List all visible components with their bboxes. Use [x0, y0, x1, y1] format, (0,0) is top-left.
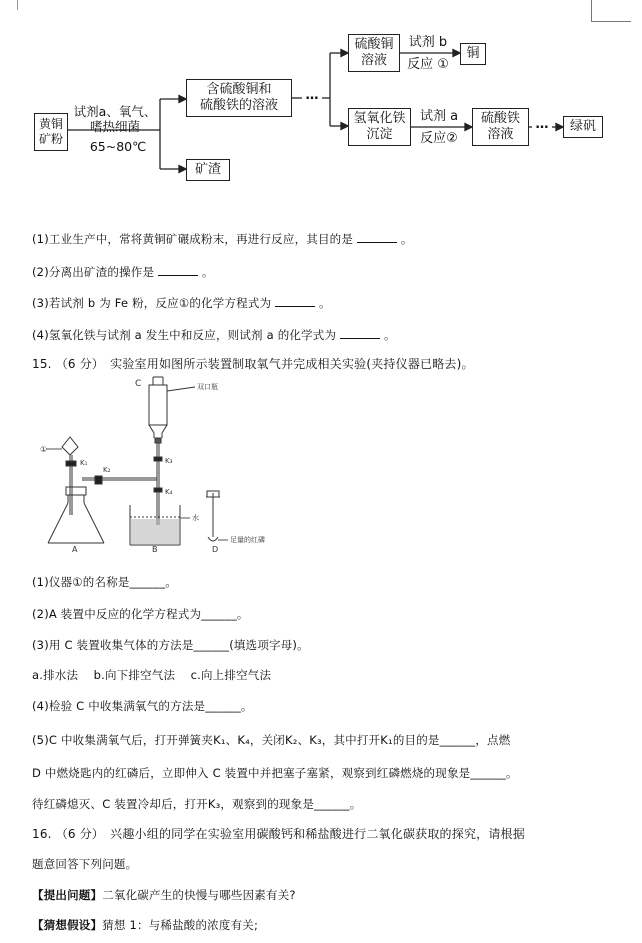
- box-solution: 含硫酸铜和 硫酸铁的溶液: [186, 79, 292, 117]
- label-k1: K₁: [80, 459, 88, 467]
- box-copper-sulfate: 硫酸铜 溶液: [348, 34, 400, 72]
- q15-apparatus-figure: [30, 375, 290, 560]
- label-apparatus-d: D: [212, 545, 219, 554]
- box-raw-material: 黄铜 矿粉: [34, 113, 68, 151]
- step1-reagent-label: 试剂a、氧气、 嗜热细菌: [73, 104, 157, 134]
- q16-heading: 16. （6 分） 兴趣小组的同学在实验室用碳酸钙和稀盐酸进行二氧化碳获取的探究，请根据: [32, 827, 525, 841]
- q15-sub-2: (2)A 装置中反应的化学方程式为______。: [32, 607, 249, 621]
- q15-sub-4: (4)检验 C 中收集满氧气的方法是______。: [32, 699, 253, 713]
- box-iron-sulfate: 硫酸铁 溶液: [472, 108, 529, 146]
- label-instrument-1: ①: [40, 445, 48, 454]
- q16-raise-question: 【提出问题】二氧化碳产生的快慢与哪些因素有关?: [32, 888, 296, 902]
- reaction-1-label: 反应 ①: [407, 57, 449, 72]
- q15-sub-3: (3)用 C 装置收集气体的方法是______(填选项字母)。: [32, 638, 309, 652]
- q14-item-2: (2)分离出矿渣的操作是 。: [32, 265, 214, 279]
- hypothesis-tag: 【猜想假设】: [32, 918, 103, 932]
- label-apparatus-a: A: [72, 545, 78, 554]
- reaction-2-label: 反应②: [420, 131, 458, 146]
- raise-question-tag: 【提出问题】: [32, 888, 103, 902]
- box-iron-hydroxide: 氢氧化铁 沉淀: [348, 108, 411, 146]
- q15-sub-3-options: a.排水法 b.向下排空气法 c.向上排空气法: [32, 668, 272, 682]
- q15-sub-5-line-3: 待红磷熄灭、C 装置冷却后，打开K₃，观察到的现象是______。: [32, 797, 362, 811]
- label-k2: K₂: [103, 466, 111, 474]
- q16-hypothesis: 【猜想假设】猜想 1：与稀盐酸的浓度有关;: [32, 918, 259, 932]
- label-k3: K₃: [165, 457, 173, 465]
- box-green-vitriol: 绿矾: [563, 116, 603, 138]
- q15-sub-1: (1)仪器①的名称是______。: [32, 575, 177, 589]
- ellipsis-1: …: [305, 88, 319, 103]
- label-apparatus-b: B: [152, 545, 158, 554]
- q14-item-1: (1)工业生产中，常将黄铜矿碾成粉末，再进行反应，其目的是 。: [32, 232, 413, 246]
- reagent-a-label: 试剂 a: [419, 109, 459, 124]
- label-k4: K₄: [165, 488, 173, 496]
- box-slag: 矿渣: [186, 159, 230, 181]
- q15-sub-5-line-2: D 中燃烧匙内的红磷后，立即伸入 C 装置中并把塞子塞紧，观察到红磷燃烧的现象是______。: [32, 766, 518, 780]
- q16-stem-line-2: 题意回答下列问题。: [32, 857, 138, 871]
- label-water: 水: [192, 514, 199, 522]
- reagent-b-label: 试剂 b: [408, 35, 448, 50]
- label-double-bottle: 双口瓶: [197, 383, 218, 391]
- box-copper: 铜: [460, 43, 486, 65]
- ellipsis-2: …: [535, 117, 549, 132]
- q14-item-3: (3)若试剂 b 为 Fe 粉，反应①的化学方程式为 。: [32, 296, 331, 310]
- step1-temperature-label: 65~80℃: [89, 139, 147, 154]
- label-excess-red-phosphorus: 足量的红磷: [230, 536, 265, 544]
- q15-heading: 15. （6 分） 实验室用如图所示装置制取氧气并完成相关实验(夹持仪器已略去)。: [32, 357, 474, 371]
- label-apparatus-c: C: [135, 379, 142, 389]
- q15-sub-5-line-1: (5)C 中收集满氧气后，打开弹簧夹K₁、K₄，关闭K₂、K₃，其中打开K₁的目的是______，点燃: [32, 733, 511, 747]
- q14-item-4: (4)氢氧化铁与试剂 a 发生中和反应，则试剂 a 的化学式为 。: [32, 328, 396, 342]
